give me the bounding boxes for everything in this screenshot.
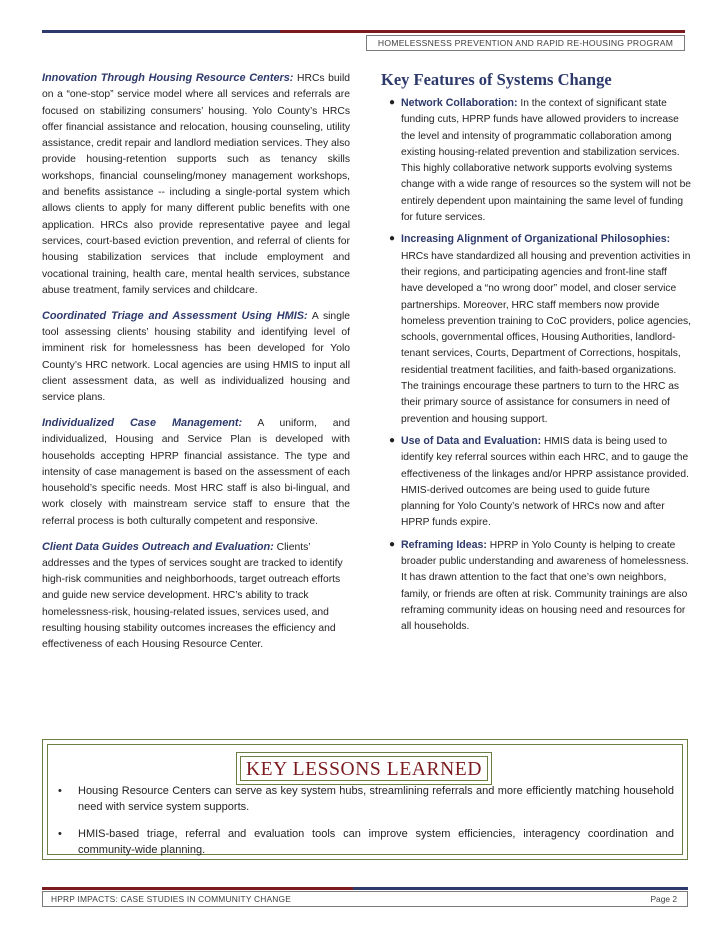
list-item — [58, 784, 674, 815]
lesson-text: HMIS-based triage, referral and evaluation tools can improve system efficiencies, interagency coordination and community-wide planning. — [78, 828, 674, 856]
feature-title: Use of Data and Evaluation: — [401, 434, 542, 447]
list-item — [373, 95, 691, 226]
footer-rule — [42, 887, 688, 890]
feature-body: In the context of significant state funding cuts, HPRP funds have allowed providers to increase the level and intensity of programmatic collaboration among existing housing-related prevention and stabilization services. This highly collaborative network supports evolving systems change with a wide range of resources so the system will not be entirely dependent upon maintaining the same level of funding for future services. — [401, 98, 691, 224]
feature-body: HMIS data is being used to identify key referral sources within each HRC, and to gauge the effectiveness of the linkages and/or HPRP assistance provided. HMIS-derived outcomes are being used to guide future planning for Yolo County’s network of HRCs now and after HPRP funds expire. — [401, 435, 689, 529]
footer-bar — [42, 891, 688, 907]
paragraph-body: Clients’ addresses and the types of services sought are tracked to identify high-risk communities and neighborhoods, target outreach efforts and guide new service development. HRC’s ability to track homelessness-risk, housing-related issues, services used, and resulting housing stability outcomes increases the efficiency and effectiveness of each Housing Resource Center. — [42, 541, 343, 651]
list-item — [373, 433, 691, 532]
program-header-label: HOMELESSNESS PREVENTION AND RAPID RE-HOUSING PROGRAM — [366, 35, 685, 51]
paragraph-triage-assessment — [42, 308, 350, 407]
paragraph-case-management — [42, 415, 350, 530]
footer-title: HPRP IMPACTS: CASE STUDIES IN COMMUNITY CHANGE — [51, 894, 292, 904]
feature-title: Increasing Alignment of Organizational Philosophies: — [401, 233, 671, 246]
bullet-icon: • — [58, 785, 62, 797]
key-lessons-title-box — [236, 752, 492, 785]
bullet-icon: ● — [389, 97, 396, 108]
list-item — [373, 231, 691, 428]
paragraph-body: HRCs build on a “one-stop” service model where all services and referrals are focused on stabilizing consumers’ housing. Yolo County’s HRCs offer financial assistance and relocation, housing counseling, utility assistance, credit repair and landlord mediation services. They also provide housing-retention supports such as tenancy skills workshops, financial counseling/money management workshops, and benefits assistance -- including a single-portal system which allows clients to apply for many different public benefits with one application. HRCs also provide representative payee and legal services, court-based eviction prevention, and referral of clients for housing stabilization services that include employment and vocational training, health care, mental health services, substance abuse treatment, family services and childcare. — [42, 73, 350, 296]
footer-rule-maroon-segment — [42, 887, 353, 890]
header-rule-navy-segment — [42, 30, 280, 33]
list-item — [58, 827, 674, 858]
bullet-icon: • — [58, 828, 62, 840]
paragraph-client-data — [42, 539, 350, 654]
list-item — [373, 537, 691, 636]
feature-body: HPRP in Yolo County is helping to create broader public understanding and awareness of homelessness. It has drawn attention to the fact that one’s own neighbors, family, or friends are often at risk. Community trainings are also reframing community ideas on housing need and resources for all households. — [401, 539, 689, 633]
footer-rule-navy-segment — [353, 887, 688, 890]
paragraph-lead: Individualized Case Management: — [42, 416, 243, 429]
key-lessons-list — [58, 784, 674, 870]
paragraph-lead: Coordinated Triage and Assessment Using HMIS: — [42, 309, 308, 322]
paragraph-housing-resource-centers — [42, 70, 350, 299]
key-features-list — [373, 95, 691, 636]
bullet-icon: ● — [389, 233, 396, 245]
header-rule-maroon-segment — [280, 30, 685, 33]
left-column — [42, 70, 350, 662]
paragraph-body: A single tool assessing clients’ housing stability and identifying level of imminent risk for homelessness has been developed for Yolo County’s HRC network. Local agencies are using HMIS to input all client assessment data, as well as individualized housing and service plans. — [42, 310, 350, 404]
paragraph-lead: Client Data Guides Outreach and Evaluation: — [42, 540, 274, 553]
right-column — [373, 70, 691, 641]
key-lessons-title: KEY LESSONS LEARNED — [240, 756, 488, 781]
page-number: Page 2 — [650, 894, 677, 904]
feature-title: Reframing Ideas: — [401, 538, 487, 551]
header-rule — [42, 30, 685, 33]
bullet-icon: ● — [389, 538, 396, 550]
feature-body: HRCs have standardized all housing and prevention activities in their regions, and participating agencies and front-line staff have developed a “no wrong door” model, and closer service partnerships. Moreover, HRC staff members now provide homeless prevention training to CoC providers, police agencies, schools, governmental offices, Housing Authorities, landlord-tenant services, Courts, Department of Corrections, hospitals, residential treatment facilities, and faith-based organizations. The trainings encourage these partners to turn to the HRC as their primary source of assistance for consumers in need of prevention and housing support. — [401, 250, 692, 425]
paragraph-body: A uniform, and individualized, Housing and Service Plan is developed with households accepting HPRP financial assistance. The type and intensity of case management is based on the assessment of each household’s specific needs. Most HRC staff is also bi-lingual, and work closely with mainstream service staff to ensure that the referral process is both culturally competent and responsive. — [42, 417, 350, 527]
feature-title: Network Collaboration: — [401, 97, 518, 109]
paragraph-lead: Innovation Through Housing Resource Centers: — [42, 72, 294, 84]
lesson-text: Housing Resource Centers can serve as key system hubs, streamlining referrals and more efficiently matching household need with service system supports. — [78, 785, 674, 813]
bullet-icon: ● — [389, 434, 396, 446]
key-features-heading: Key Features of Systems Change — [381, 70, 612, 89]
